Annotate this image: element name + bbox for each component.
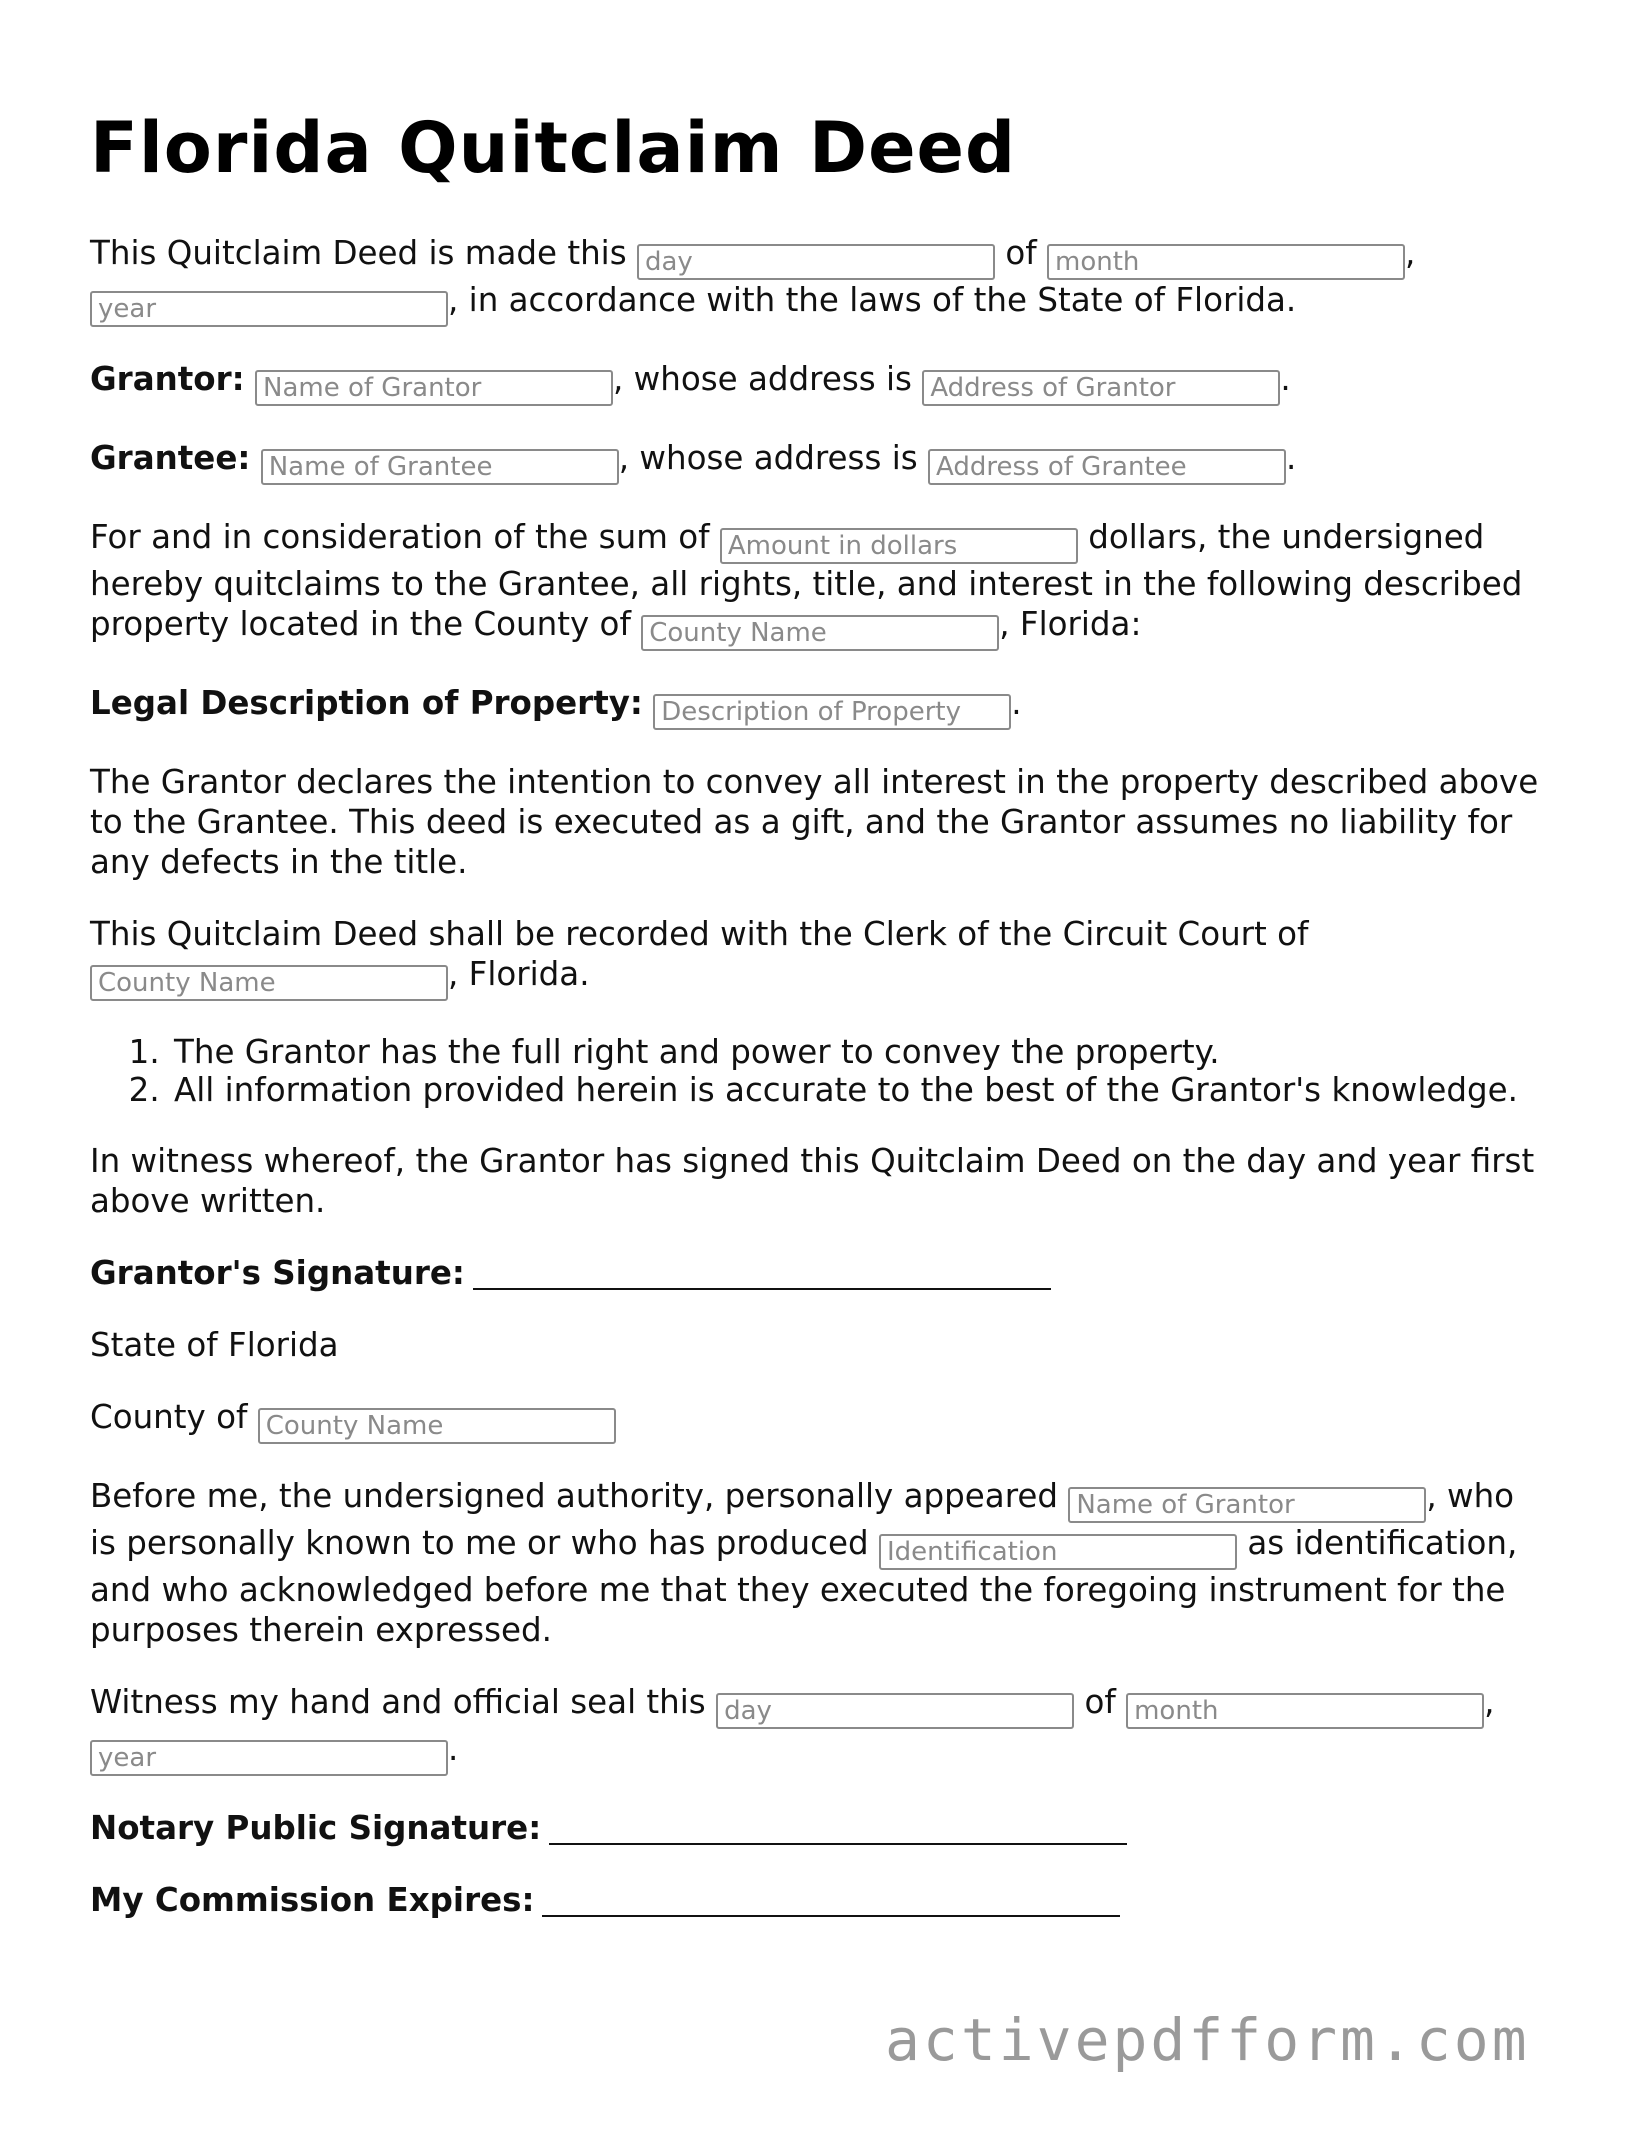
- recorded-text: This Quitclaim Deed shall be recorded with the Clerk of the Circuit Court of: [90, 914, 1309, 953]
- notary-text-3: as identification, and who acknowledged before me that they executed the foregoing instrument for the purposes therein expressed.: [90, 1523, 1518, 1649]
- witness-paragraph: In witness whereof, the Grantor has signed this Quitclaim Deed on the day and year first above written.: [90, 1141, 1535, 1220]
- consideration-paragraph: [90, 517, 1550, 651]
- grantor-signature-label: Grantor's Signature:: [90, 1253, 465, 1292]
- consideration-text-3: , Florida:: [999, 604, 1142, 643]
- grantor-name-field[interactable]: [255, 370, 613, 406]
- grantee-whose-address: , whose address is: [618, 438, 918, 477]
- grantee-paragraph: [90, 438, 1550, 485]
- page-title: Florida Quitclaim Deed: [90, 107, 1017, 189]
- notary-signature-row: [90, 1808, 1550, 1848]
- grantee-name-field[interactable]: [261, 449, 619, 485]
- recorded-paragraph: [90, 914, 1550, 1001]
- commission-line[interactable]: [542, 1881, 1120, 1917]
- identification-field[interactable]: [879, 1534, 1237, 1570]
- deed-day-field[interactable]: [637, 244, 995, 280]
- commission-row: [90, 1880, 1550, 1920]
- grantor-address-field[interactable]: [922, 370, 1280, 406]
- deed-year-field[interactable]: [90, 291, 448, 327]
- seal-text: Witness my hand and official seal this: [90, 1682, 706, 1721]
- county-row: [90, 1397, 1550, 1444]
- grantee-address-field[interactable]: [928, 449, 1286, 485]
- grantor-label: Grantor:: [90, 359, 245, 398]
- declaration-paragraph: The Grantor declares the intention to convey all interest in the property described above to the Grantee. This deed is executed as a gift, and the Grantor assumes no liability for any defects in the title.: [90, 762, 1539, 881]
- property-description-field[interactable]: [653, 694, 1011, 730]
- property-county-field[interactable]: [641, 615, 999, 651]
- list-item: 2. All information provided herein is accurate to the best of the Grantor's knowledge.: [170, 1071, 1550, 1109]
- seal-of: of: [1084, 1682, 1116, 1721]
- state-text: State of Florida: [90, 1325, 339, 1364]
- notary-paragraph: [90, 1476, 1550, 1650]
- grantor-paragraph: [90, 359, 1550, 406]
- deed-month-field[interactable]: [1047, 244, 1405, 280]
- document-page: [90, 108, 1550, 1952]
- grantor-whose-address: , whose address is: [613, 359, 912, 398]
- seal-month-field[interactable]: [1126, 1693, 1484, 1729]
- recording-county-field[interactable]: [90, 965, 448, 1001]
- amount-field[interactable]: [720, 528, 1078, 564]
- grantor-signature-row: [90, 1253, 1550, 1293]
- legal-end: .: [1011, 683, 1022, 722]
- intro-paragraph: [90, 233, 1550, 327]
- grantee-end: .: [1286, 438, 1297, 477]
- grantee-label: Grantee:: [90, 438, 251, 477]
- notary-signature-line[interactable]: [549, 1809, 1127, 1845]
- consideration-text-1: For and in consideration of the sum of: [90, 517, 710, 556]
- notary-grantor-name-field[interactable]: [1068, 1487, 1426, 1523]
- seal-day-field[interactable]: [716, 1693, 1074, 1729]
- notary-text-1: Before me, the undersigned authority, personally appeared: [90, 1476, 1058, 1515]
- grantor-end: .: [1280, 359, 1291, 398]
- seal-end: .: [448, 1729, 459, 1768]
- legal-description-paragraph: [90, 683, 1550, 730]
- watermark: activepdfform.com: [885, 2006, 1530, 2074]
- warranty-list: [90, 1033, 1550, 1109]
- commission-label: My Commission Expires:: [90, 1880, 535, 1919]
- seal-year-field[interactable]: [90, 1740, 448, 1776]
- seal-comma: ,: [1484, 1682, 1495, 1721]
- intro-of: of: [1005, 233, 1037, 272]
- notary-county-field[interactable]: [258, 1408, 616, 1444]
- grantor-signature-line[interactable]: [473, 1254, 1051, 1290]
- intro-comma: ,: [1405, 233, 1416, 272]
- notary-text-2: , who is personally known to me or who has produced: [90, 1476, 1515, 1562]
- consideration-text-2: dollars, the undersigned hereby quitclaims to the Grantee, all rights, title, and interest in the following described property located in the County of: [90, 517, 1523, 643]
- list-item: 1. The Grantor has the full right and power to convey the property.: [170, 1033, 1550, 1071]
- notary-signature-label: Notary Public Signature:: [90, 1808, 542, 1847]
- intro-accordance: , in accordance with the laws of the State of Florida.: [448, 280, 1297, 319]
- legal-description-label: Legal Description of Property:: [90, 683, 643, 722]
- intro-made-this: This Quitclaim Deed is made this: [90, 233, 627, 272]
- county-label: County of: [90, 1397, 248, 1436]
- recorded-end: , Florida.: [448, 954, 590, 993]
- seal-paragraph: [90, 1682, 1550, 1776]
